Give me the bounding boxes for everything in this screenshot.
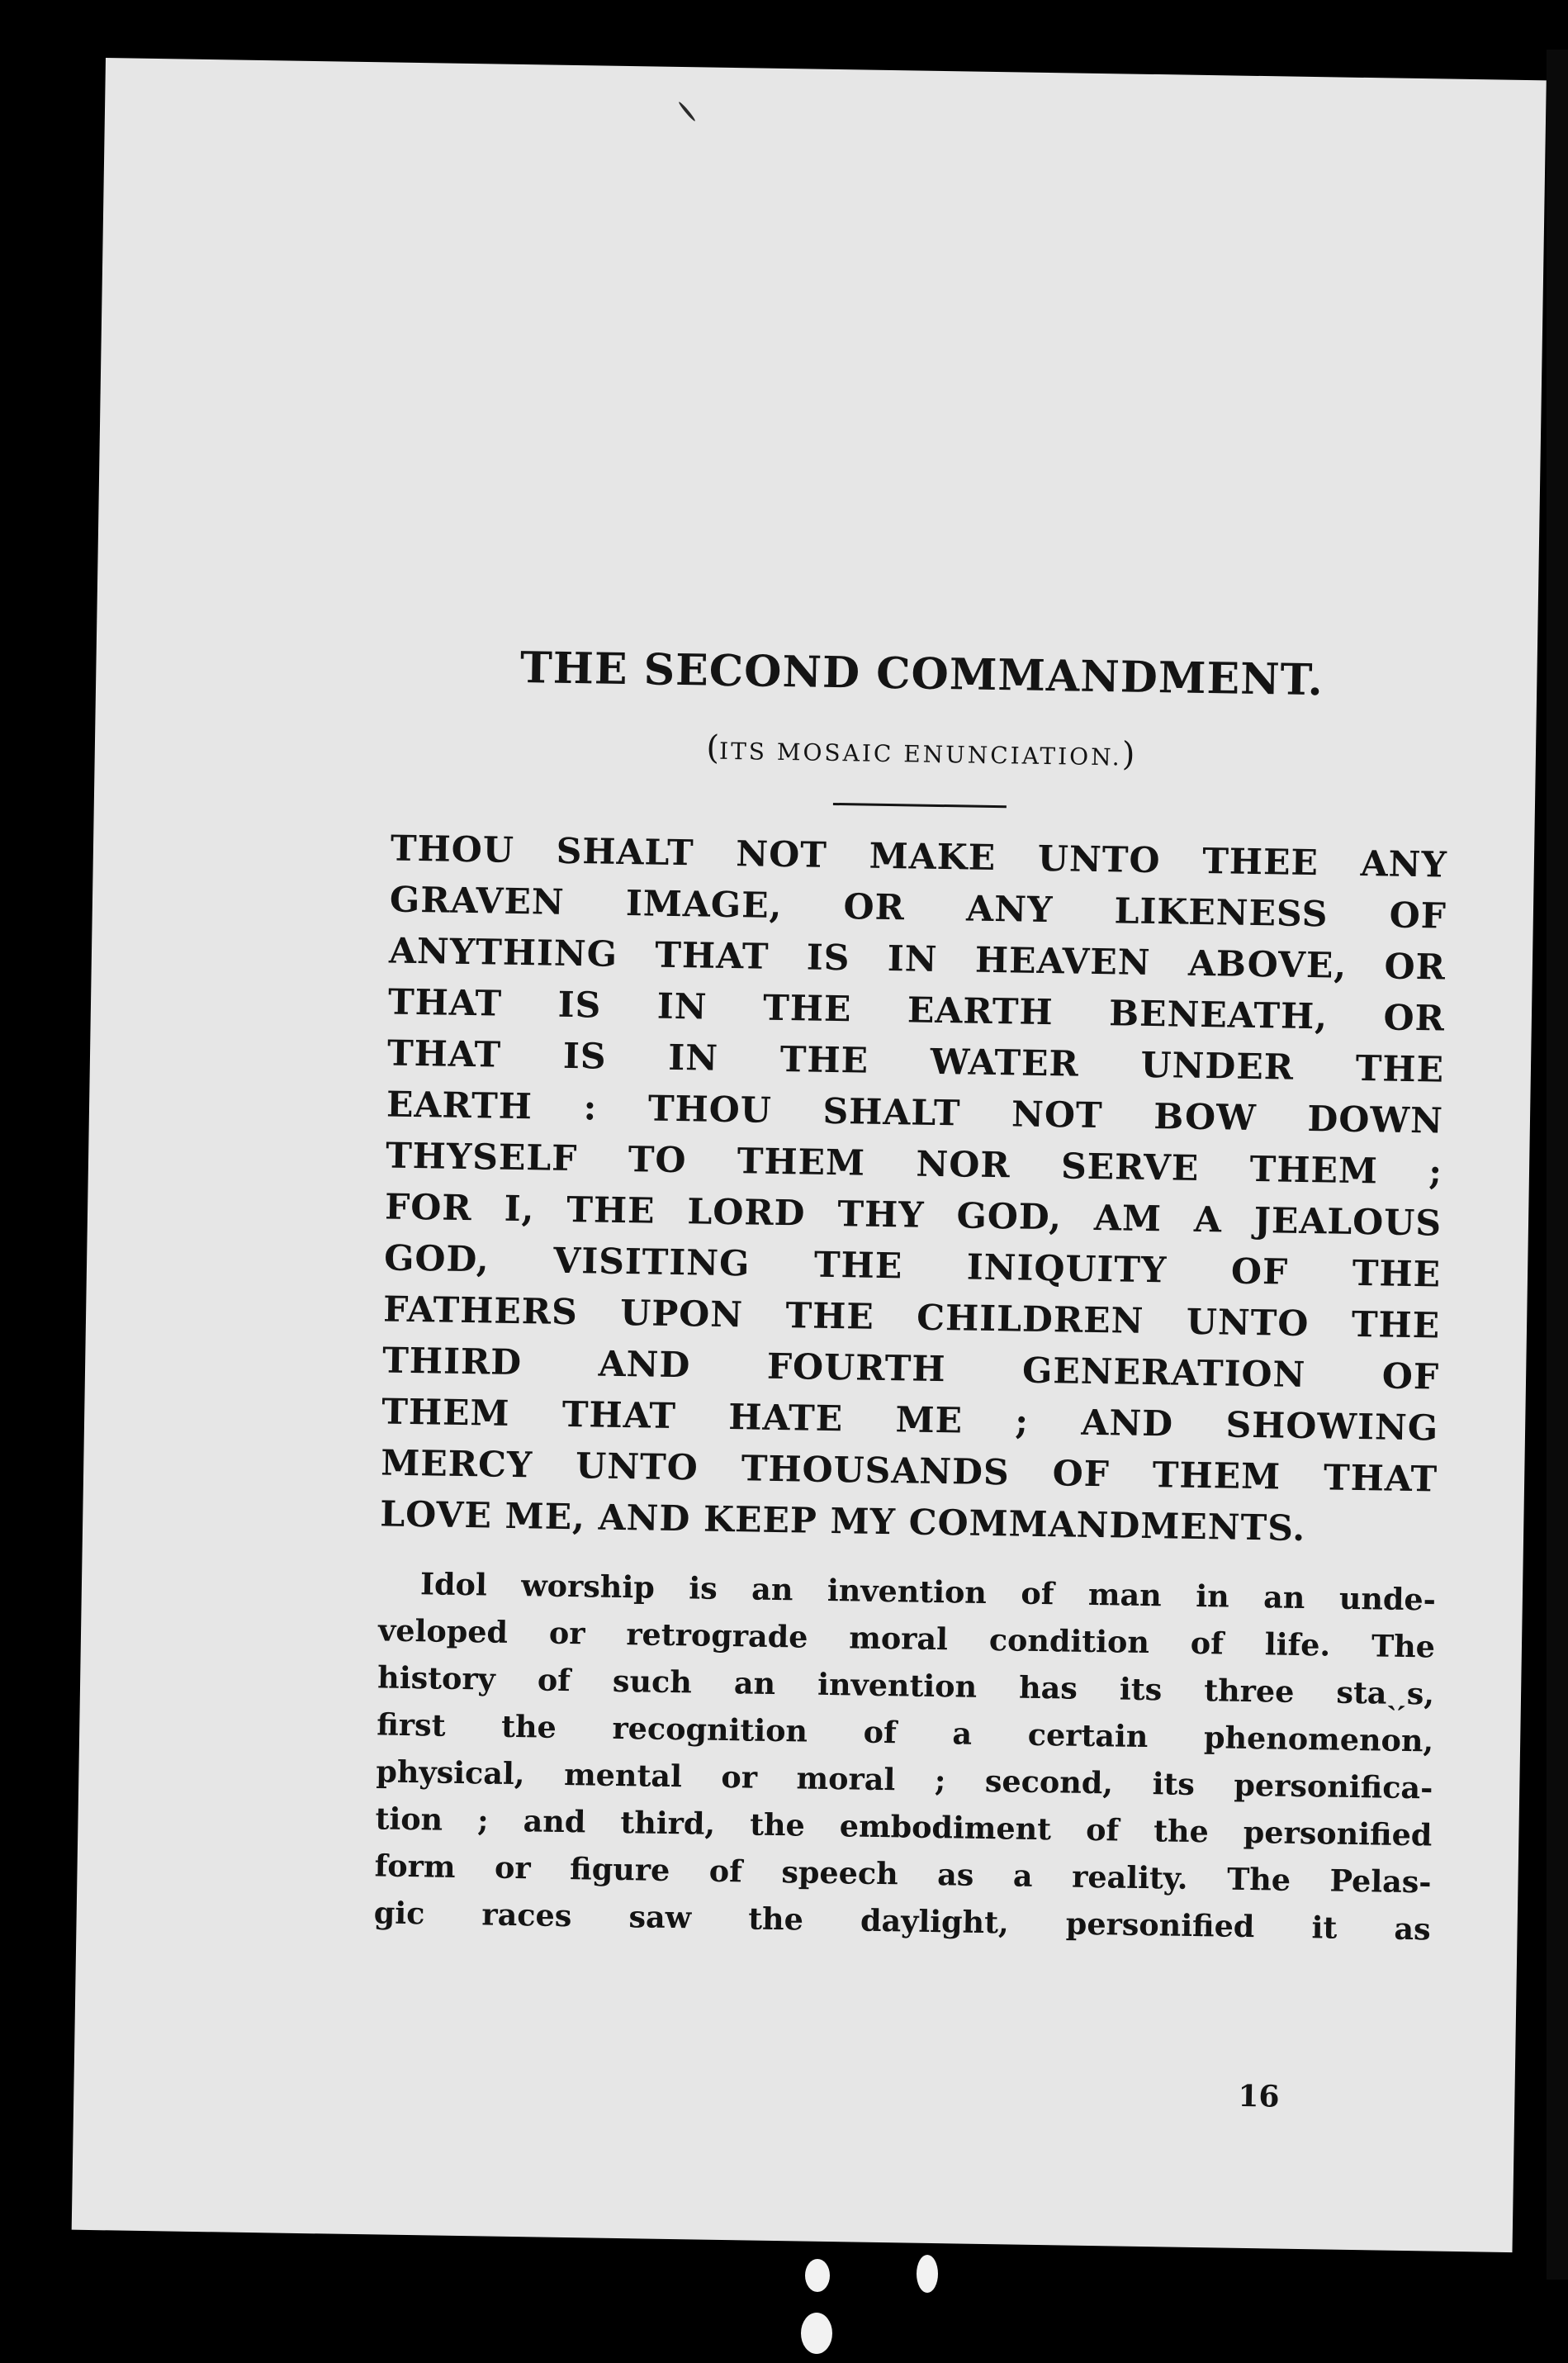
body-line: veloped or retrograde moral condition of life. The [377,1612,1436,1665]
commandment-line: THAT IS IN THE EARTH BENEATH, OR [387,981,1446,1041]
page-title: THE SECOND COMMANDMENT. [519,642,1324,706]
page-subtitle [392,724,1450,780]
page-binding-shadow [1547,50,1568,2280]
subtitle-text: ITS MOSAIC ENUNCIATION. [718,738,1122,771]
commandment-text [380,823,1447,1557]
commandment-line: LOVE ME, AND KEEP MY COMMANDMENTS. [379,1493,1306,1550]
scan-blemish [801,2313,832,2354]
commandment-line: THEM THAT HATE ME ; AND SHOWING [381,1391,1439,1450]
book-page [72,58,1547,2252]
commandment-line: MERCY UNTO THOUSANDS OF THEM THAT [380,1442,1438,1501]
subtitle-open-paren: ( [706,728,720,768]
subtitle-close-paren: ) [1121,735,1135,775]
body-line: gic races saw the daylight, personified it as [373,1895,1431,1948]
commandment-line: FOR I, THE LORD THY GOD, AM A JEALOUS [384,1186,1442,1245]
body-line: tion ; and third, the embodiment of the personified [375,1801,1433,1853]
body-line: history of such an invention has its three staˎˏs, [377,1659,1435,1712]
scan-blemish [805,2259,830,2292]
body-line: physical, mental or moral ; second, its personifica- [376,1753,1433,1806]
commandment-line: GRAVEN IMAGE, OR ANY LIKENESS OF [389,879,1447,938]
divider-rule [833,803,1007,808]
page-number: 16 [1238,2078,1280,2114]
scan-blemish [917,2255,938,2293]
body-line: first the recognition of a certain phenomenon, [377,1706,1434,1759]
commandment-line: FATHERS UPON THE CHILDREN UNTO THE [382,1288,1441,1347]
commandment-line: GOD, VISITING THE INIQUITY OF THE [383,1237,1442,1296]
body-line: form or figure of speech as a reality. The Pelas- [374,1848,1432,1900]
body-line: Idol worship is an invention of man in an unde- [419,1566,1437,1618]
body-paragraph [373,1560,1436,1953]
commandment-line: THIRD AND FOURTH GENERATION OF [381,1340,1440,1398]
commandment-line: THOU SHALT NOT MAKE UNTO THEE ANY [390,828,1448,887]
commandment-line: THYSELF TO THEM NOR SERVE THEM ; [385,1135,1443,1193]
page-text-block [373,641,1450,1953]
commandment-line: THAT IS IN THE WATER UNDER THE [386,1032,1445,1091]
commandment-line: EARTH : THOU SHALT NOT BOW DOWN [386,1084,1444,1142]
commandment-line: ANYTHING THAT IS IN HEAVEN ABOVE, OR [388,930,1447,989]
